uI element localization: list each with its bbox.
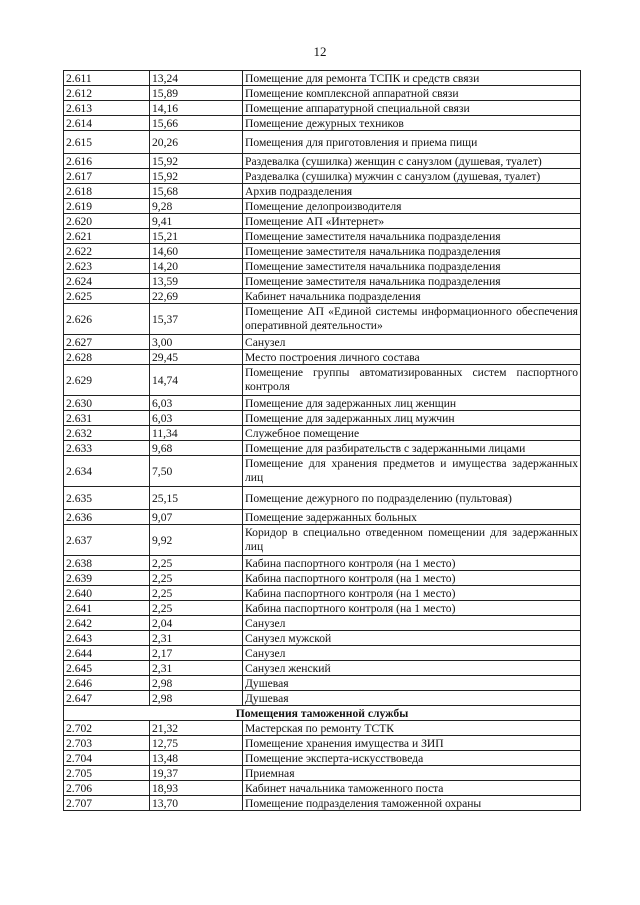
room-area-cell: 15,89 [150, 86, 243, 101]
table-row [64, 601, 581, 616]
room-code-cell: 2.629 [64, 365, 150, 396]
room-name-cell: Помещение эксперта-искусствоведа [243, 751, 581, 766]
table-row [64, 396, 581, 411]
room-area-cell: 2,17 [150, 646, 243, 661]
room-name-cell: Санузел мужской [243, 631, 581, 646]
room-name-cell: Кабина паспортного контроля (на 1 место) [243, 601, 581, 616]
room-code-cell: 2.634 [64, 456, 150, 487]
room-name-cell: Коридор в специально отведенном помещении для задержанных лиц [243, 525, 581, 556]
rooms-table [63, 70, 581, 811]
room-area-cell: 2,98 [150, 691, 243, 706]
room-area-cell: 15,37 [150, 304, 243, 335]
room-code-cell: 2.618 [64, 184, 150, 199]
room-name-cell: Мастерская по ремонту ТСТК [243, 721, 581, 736]
room-area-cell: 2,31 [150, 631, 243, 646]
room-area-cell: 12,75 [150, 736, 243, 751]
room-code-cell: 2.630 [64, 396, 150, 411]
room-name-cell: Служебное помещение [243, 426, 581, 441]
room-name-cell: Кабина паспортного контроля (на 1 место) [243, 571, 581, 586]
room-code-cell: 2.705 [64, 766, 150, 781]
table-row [64, 411, 581, 426]
room-name-cell: Помещение для ремонта ТСПК и средств связи [243, 71, 581, 86]
room-name-cell: Помещение комплексной аппаратной связи [243, 86, 581, 101]
table-row [64, 487, 581, 510]
table-row [64, 736, 581, 751]
room-code-cell: 2.638 [64, 556, 150, 571]
table-row [64, 244, 581, 259]
room-code-cell: 2.704 [64, 751, 150, 766]
room-area-cell: 13,70 [150, 796, 243, 811]
room-area-cell: 9,28 [150, 199, 243, 214]
table-row [64, 766, 581, 781]
section-title: Помещения таможенной службы [64, 706, 581, 721]
table-row [64, 510, 581, 525]
table-row [64, 646, 581, 661]
room-name-cell: Санузел женский [243, 661, 581, 676]
room-code-cell: 2.632 [64, 426, 150, 441]
room-name-cell: Помещение группы автоматизированных систем паспортного контроля [243, 365, 581, 396]
table-row [64, 441, 581, 456]
room-area-cell: 2,04 [150, 616, 243, 631]
room-code-cell: 2.639 [64, 571, 150, 586]
room-area-cell: 15,21 [150, 229, 243, 244]
room-code-cell: 2.613 [64, 101, 150, 116]
room-code-cell: 2.636 [64, 510, 150, 525]
room-name-cell: Помещение для хранения предметов и имущества задержанных лиц [243, 456, 581, 487]
room-name-cell: Душевая [243, 691, 581, 706]
page-number: 12 [313, 44, 327, 59]
room-area-cell: 22,69 [150, 289, 243, 304]
room-area-cell: 11,34 [150, 426, 243, 441]
room-area-cell: 20,26 [150, 131, 243, 154]
table-row [64, 71, 581, 86]
table-row [64, 229, 581, 244]
room-code-cell: 2.619 [64, 199, 150, 214]
room-code-cell: 2.645 [64, 661, 150, 676]
room-code-cell: 2.614 [64, 116, 150, 131]
room-area-cell: 9,92 [150, 525, 243, 556]
room-name-cell: Санузел [243, 335, 581, 350]
room-code-cell: 2.611 [64, 71, 150, 86]
room-name-cell: Помещение хранения имущества и ЗИП [243, 736, 581, 751]
table-row [64, 116, 581, 131]
room-area-cell: 2,25 [150, 586, 243, 601]
room-code-cell: 2.635 [64, 487, 150, 510]
room-code-cell: 2.625 [64, 289, 150, 304]
room-area-cell: 29,45 [150, 350, 243, 365]
room-name-cell: Помещение АП «Интернет» [243, 214, 581, 229]
room-name-cell: Раздевалка (сушилка) женщин с санузлом (душевая, туалет) [243, 154, 581, 169]
room-name-cell: Помещение задержанных больных [243, 510, 581, 525]
room-code-cell: 2.707 [64, 796, 150, 811]
table-row [64, 586, 581, 601]
room-area-cell: 15,66 [150, 116, 243, 131]
table-row [64, 661, 581, 676]
room-name-cell: Кабинет начальника подразделения [243, 289, 581, 304]
room-code-cell: 2.706 [64, 781, 150, 796]
room-name-cell: Архив подразделения [243, 184, 581, 199]
room-area-cell: 13,48 [150, 751, 243, 766]
room-name-cell: Помещение заместителя начальника подразделения [243, 274, 581, 289]
room-area-cell: 9,41 [150, 214, 243, 229]
table-row [64, 214, 581, 229]
room-area-cell: 15,92 [150, 169, 243, 184]
table-row [64, 631, 581, 646]
rooms-table-body [64, 71, 581, 811]
table-row [64, 86, 581, 101]
room-name-cell: Кабинет начальника таможенного поста [243, 781, 581, 796]
room-code-cell: 2.641 [64, 601, 150, 616]
section-header-row [64, 706, 581, 721]
room-name-cell: Помещение подразделения таможенной охраны [243, 796, 581, 811]
table-row [64, 781, 581, 796]
table-row [64, 456, 581, 487]
table-row [64, 571, 581, 586]
room-name-cell: Помещение дежурных техников [243, 116, 581, 131]
room-area-cell: 3,00 [150, 335, 243, 350]
room-code-cell: 2.644 [64, 646, 150, 661]
room-code-cell: 2.624 [64, 274, 150, 289]
room-area-cell: 7,50 [150, 456, 243, 487]
table-row [64, 556, 581, 571]
room-name-cell: Помещение для задержанных лиц мужчин [243, 411, 581, 426]
room-code-cell: 2.640 [64, 586, 150, 601]
room-name-cell: Помещение аппаратурной специальной связи [243, 101, 581, 116]
room-area-cell: 13,24 [150, 71, 243, 86]
table-row [64, 199, 581, 214]
room-name-cell: Приемная [243, 766, 581, 781]
room-name-cell: Помещение для задержанных лиц женщин [243, 396, 581, 411]
room-code-cell: 2.628 [64, 350, 150, 365]
room-code-cell: 2.626 [64, 304, 150, 335]
room-name-cell: Место построения личного состава [243, 350, 581, 365]
table-row [64, 131, 581, 154]
room-area-cell: 25,15 [150, 487, 243, 510]
room-area-cell: 15,68 [150, 184, 243, 199]
room-area-cell: 2,25 [150, 601, 243, 616]
room-area-cell: 13,59 [150, 274, 243, 289]
room-area-cell: 2,25 [150, 556, 243, 571]
room-area-cell: 2,25 [150, 571, 243, 586]
room-area-cell: 15,92 [150, 154, 243, 169]
room-area-cell: 19,37 [150, 766, 243, 781]
room-code-cell: 2.646 [64, 676, 150, 691]
room-code-cell: 2.622 [64, 244, 150, 259]
room-area-cell: 14,20 [150, 259, 243, 274]
table-row [64, 751, 581, 766]
table-row [64, 335, 581, 350]
room-code-cell: 2.612 [64, 86, 150, 101]
room-name-cell: Душевая [243, 676, 581, 691]
room-name-cell: Помещение для разбирательств с задержанными лицами [243, 441, 581, 456]
room-area-cell: 9,07 [150, 510, 243, 525]
table-row [64, 101, 581, 116]
room-code-cell: 2.621 [64, 229, 150, 244]
room-code-cell: 2.617 [64, 169, 150, 184]
room-name-cell: Кабина паспортного контроля (на 1 место) [243, 586, 581, 601]
room-name-cell: Помещение дежурного по подразделению (пультовая) [243, 487, 581, 510]
room-area-cell: 14,16 [150, 101, 243, 116]
room-code-cell: 2.620 [64, 214, 150, 229]
room-code-cell: 2.642 [64, 616, 150, 631]
room-name-cell: Кабина паспортного контроля (на 1 место) [243, 556, 581, 571]
table-row [64, 350, 581, 365]
room-name-cell: Санузел [243, 646, 581, 661]
room-name-cell: Помещение делопроизводителя [243, 199, 581, 214]
room-area-cell: 2,98 [150, 676, 243, 691]
room-code-cell: 2.637 [64, 525, 150, 556]
room-code-cell: 2.616 [64, 154, 150, 169]
table-row [64, 289, 581, 304]
room-code-cell: 2.623 [64, 259, 150, 274]
room-name-cell: Помещение заместителя начальника подразделения [243, 229, 581, 244]
room-code-cell: 2.647 [64, 691, 150, 706]
table-row [64, 274, 581, 289]
room-name-cell: Помещения для приготовления и приема пищи [243, 131, 581, 154]
room-area-cell: 6,03 [150, 411, 243, 426]
room-area-cell: 6,03 [150, 396, 243, 411]
room-code-cell: 2.643 [64, 631, 150, 646]
room-code-cell: 2.703 [64, 736, 150, 751]
room-name-cell: Помещение заместителя начальника подразделения [243, 244, 581, 259]
table-row [64, 616, 581, 631]
room-area-cell: 21,32 [150, 721, 243, 736]
table-row [64, 184, 581, 199]
room-area-cell: 14,74 [150, 365, 243, 396]
room-area-cell: 9,68 [150, 441, 243, 456]
room-code-cell: 2.615 [64, 131, 150, 154]
room-name-cell: Раздевалка (сушилка) мужчин с санузлом (душевая, туалет) [243, 169, 581, 184]
room-code-cell: 2.633 [64, 441, 150, 456]
room-code-cell: 2.627 [64, 335, 150, 350]
table-row [64, 154, 581, 169]
table-row [64, 721, 581, 736]
room-area-cell: 2,31 [150, 661, 243, 676]
room-code-cell: 2.631 [64, 411, 150, 426]
table-row [64, 365, 581, 396]
table-row [64, 304, 581, 335]
table-row [64, 676, 581, 691]
room-area-cell: 18,93 [150, 781, 243, 796]
room-area-cell: 14,60 [150, 244, 243, 259]
room-name-cell: Санузел [243, 616, 581, 631]
table-row [64, 169, 581, 184]
table-row [64, 426, 581, 441]
table-row [64, 796, 581, 811]
room-name-cell: Помещение заместителя начальника подразделения [243, 259, 581, 274]
table-row [64, 525, 581, 556]
table-row [64, 259, 581, 274]
room-code-cell: 2.702 [64, 721, 150, 736]
table-row [64, 691, 581, 706]
room-name-cell: Помещение АП «Единой системы информационного обеспечения оперативной деятельности» [243, 304, 581, 335]
